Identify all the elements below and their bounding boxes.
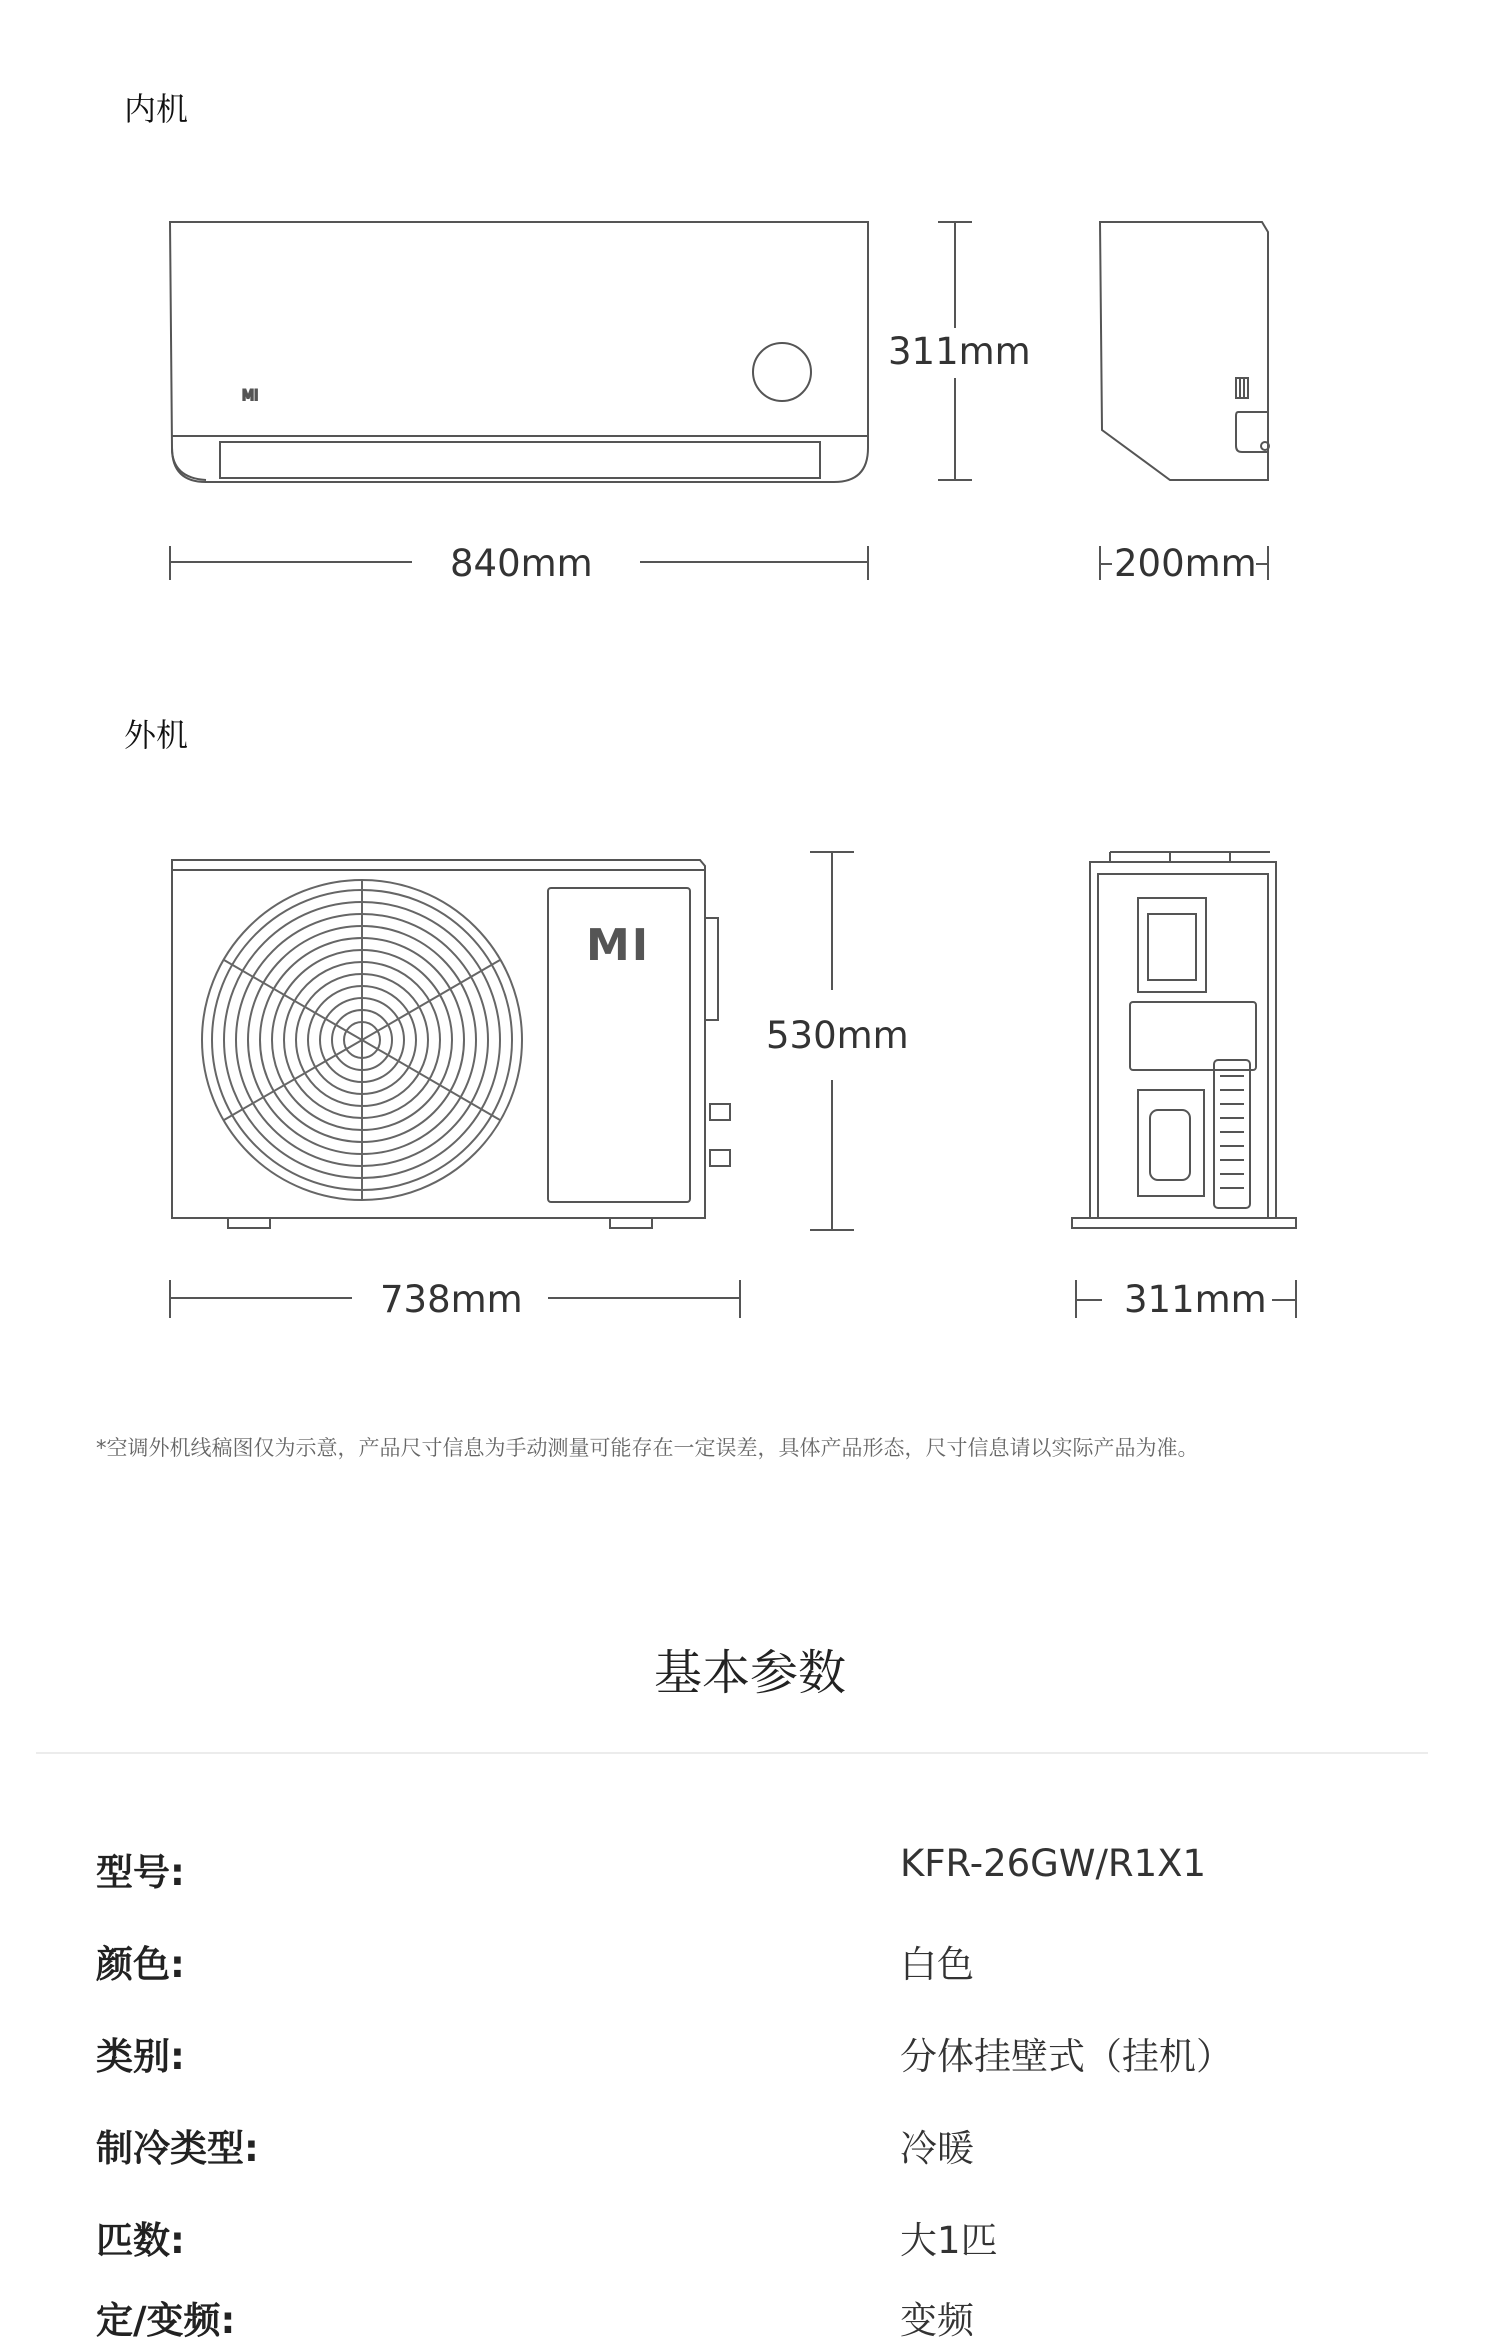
outdoor-side-view [1072,852,1296,1228]
spec-value-color: 白色 [900,1943,974,1986]
spec-section-title: 基本参数 [653,1645,846,1701]
spec-value-cooling-type: 冷暖 [900,2127,974,2170]
indoor-depth-value: 200mm [1114,542,1257,585]
outdoor-height-value: 530mm [766,1014,909,1057]
spec-label-frequency: 定/变频: [96,2299,236,2342]
outdoor-fan-grille [202,880,522,1200]
spec-value-model: KFR-26GW/R1X1 [900,1842,1207,1885]
indoor-front-view [170,222,868,482]
indoor-side-view [1100,222,1269,480]
disclaimer-note: *空调外机线稿图仅为示意，产品尺寸信息为手动测量可能存在一定误差，具体产品形态，尺寸信息请以实际产品为准。 [96,1436,1199,1460]
spec-value-category: 分体挂壁式（挂机） [900,2035,1233,2078]
spec-value-frequency: 变频 [900,2299,974,2342]
indoor-height-value: 311mm [888,330,1031,373]
spec-label-cooling-type: 制冷类型: [96,2127,259,2170]
spec-divider [36,1752,1428,1754]
outdoor-width-value: 738mm [380,1278,523,1321]
spec-label-color: 颜色: [96,1943,185,1986]
indoor-section-label: 内机 [124,90,189,128]
indoor-logo: MI [242,388,259,404]
outdoor-logo: MI [586,920,651,971]
outdoor-section-label: 外机 [124,716,189,754]
spec-label-category: 类别: [96,2035,185,2078]
indoor-width-value: 840mm [450,542,593,585]
spec-value-horsepower: 大1匹 [900,2219,998,2262]
spec-label-model: 型号: [96,1851,185,1894]
spec-label-horsepower: 匹数: [96,2219,185,2262]
outdoor-depth-value: 311mm [1124,1278,1267,1321]
